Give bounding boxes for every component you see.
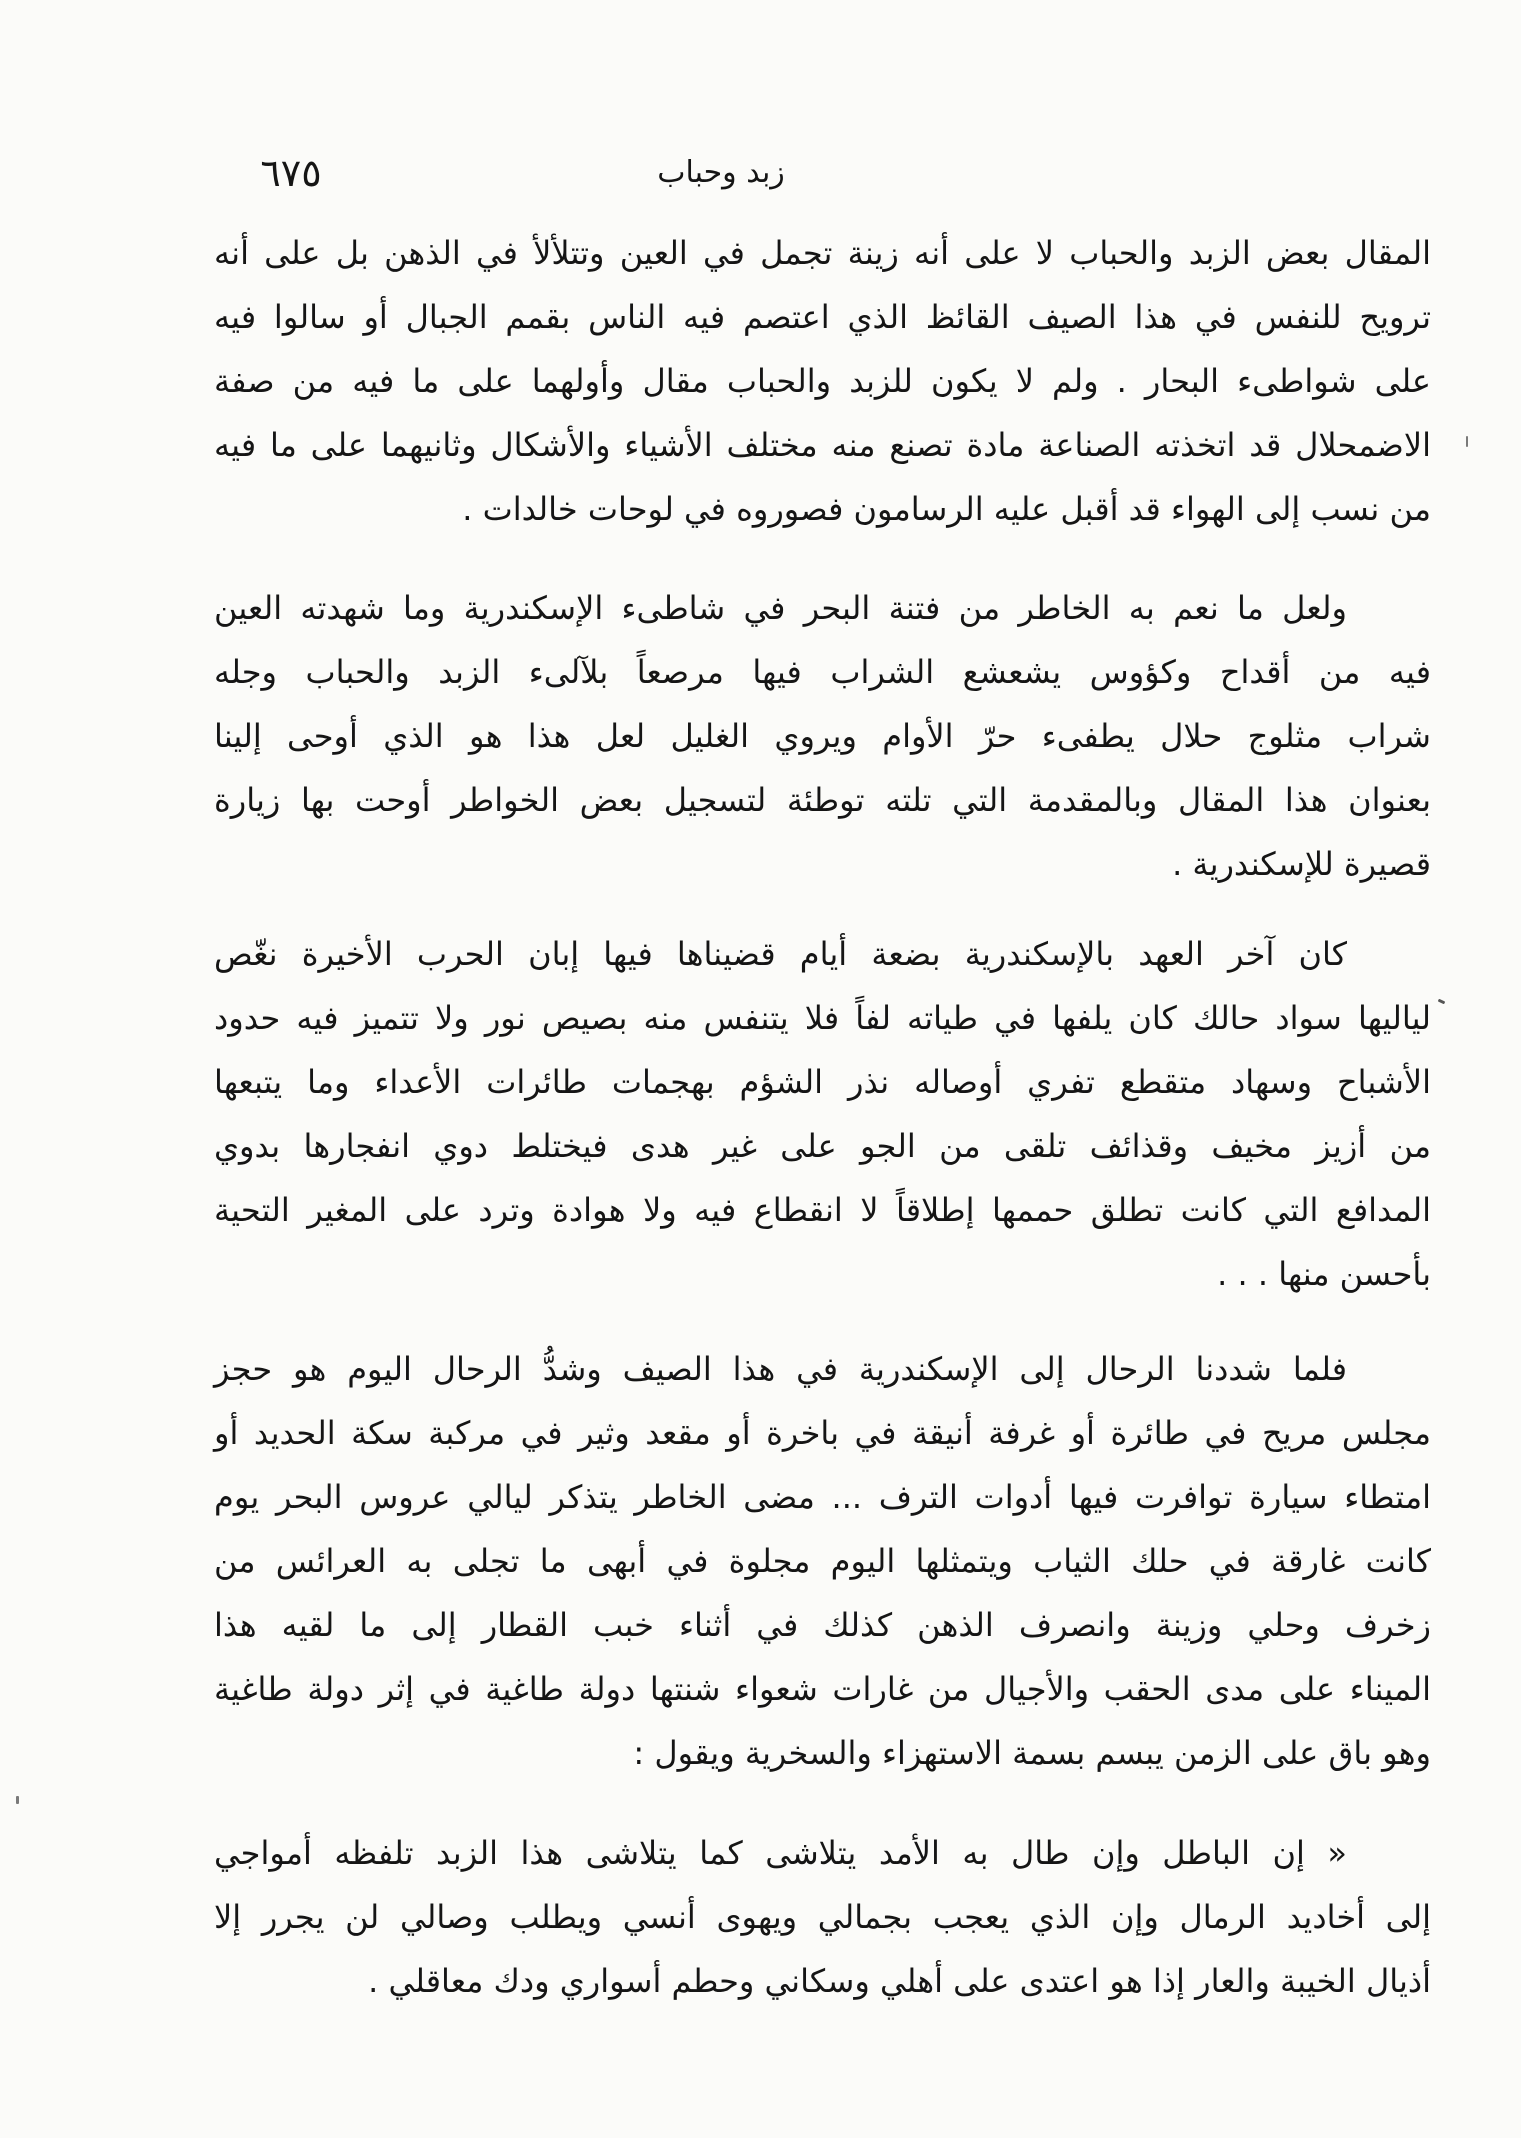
line-text: « إن الباطل وإن طال به الأمد يتلاشى كما يتلاشى هذا الزبد تلفظه أمواجي [214,1834,1347,1872]
text-line [214,1721,1431,1785]
scan-speck [1438,999,1446,1005]
line-text: ترويح للنفس في هذا الصيف القائظ الذي اعتصم فيه الناس بقمم الجبال أو سالوا فيه [214,298,1431,336]
scan-speck [1466,436,1468,447]
text-line [214,285,1431,349]
paragraph [214,1337,1431,1785]
text-line [214,349,1431,413]
text-line [214,576,1347,640]
line-text: بأحسن منها . . . [1217,1255,1431,1293]
text-line [214,1821,1347,1885]
line-text: المقال بعض الزبد والحباب لا على أنه زينة تجمل في العين وتتلألأ في الذهن بل على أنه [214,234,1431,272]
paragraph [214,576,1431,896]
text-line [214,1529,1431,1593]
text-line [214,1657,1431,1721]
body-text [214,221,1431,2013]
line-text: مجلس مريح في طائرة أو غرفة أنيقة في باخرة أو مقعد وثير في مركبة سكة الحديد أو [214,1414,1431,1452]
text-line [214,1401,1431,1465]
text-line [214,986,1431,1050]
text-line [214,413,1431,477]
text-line [214,1050,1431,1114]
line-text: ولعل ما نعم به الخاطر من فتنة البحر في شاطىء الإسكندرية وما شهدته العين [214,589,1347,627]
line-text: فيه من أقداح وكؤوس يشعشع الشراب فيها مرصعاً بلآلىء الزبد والحباب وجله [214,653,1431,691]
line-text: امتطاء سيارة توافرت فيها أدوات الترف ... مضى الخاطر يتذكر ليالي عروس البحر يوم [214,1478,1431,1516]
line-text: إلى أخاديد الرمال وإن الذي يعجب بجمالي ويهوى أنسي ويطلب وصالي لن يجرر إلا [214,1898,1431,1936]
text-line [214,922,1347,986]
line-text: لياليها سواد حالك كان يلفها في طياته لفاً فلا يتنفس منه بصيص نور ولا تتميز فيه حدود [214,999,1431,1037]
text-line [214,1114,1431,1178]
text-line [214,477,1431,541]
line-text: وهو باق على الزمن يبسم بسمة الاستهزاء والسخرية ويقول : [633,1734,1431,1772]
paragraph [214,221,1431,541]
line-text: قصيرة للإسكندرية . [1172,845,1431,883]
text-line [214,1885,1431,1949]
line-text: بعنوان هذا المقال وبالمقدمة التي تلته توطئة لتسجيل بعض الخواطر أوحت بها زيارة [214,781,1431,819]
line-text: فلما شددنا الرحال إلى الإسكندرية في هذا الصيف وشدُّ الرحال اليوم هو حجز [214,1350,1347,1388]
text-line [214,1593,1431,1657]
text-line [214,1465,1431,1529]
scan-speck [16,1796,19,1804]
text-line [214,704,1431,768]
line-text: أذيال الخيبة والعار إذا هو اعتدى على أهلي وسكاني وحطم أسواري ودك معاقلي . [368,1962,1431,2000]
paragraph [214,922,1431,1306]
line-text: على شواطىء البحار . ولم لا يكون للزبد والحباب مقال وأولهما على ما فيه من صفة [214,362,1431,400]
line-text: المدافع التي كانت تطلق حممها إطلاقاً لا انقطاع فيه ولا هوادة وترد على المغير التحية [214,1191,1431,1229]
line-text: زخرف وحلي وزينة وانصرف الذهن كذلك في أثناء خبب القطار إلى ما لقيه هذا [214,1606,1431,1644]
line-text: من أزيز مخيف وقذائف تلقى من الجو على غير هدى فيختلط دوي انفجارها بدوي [214,1127,1431,1165]
line-text: الميناء على مدى الحقب والأجيال من غارات شعواء شنتها دولة طاغية في إثر دولة طاغية [214,1670,1431,1708]
line-text: شراب مثلوج حلال يطفىء حرّ الأوام ويروي الغليل لعل هذا هو الذي أوحى إلينا [214,717,1431,755]
line-text: من نسب إلى الهواء قد أقبل عليه الرسامون فصوروه في لوحات خالدات . [462,490,1431,528]
text-line [214,221,1431,285]
quoted-paragraph [214,1821,1431,2013]
text-line [214,1949,1431,2013]
text-line [214,768,1431,832]
text-line [214,640,1431,704]
line-text: كانت غارقة في حلك الثياب ويتمثلها اليوم مجلوة في أبهى ما تجلى به العرائس من [214,1542,1431,1580]
line-text: كان آخر العهد بالإسكندرية بضعة أيام قضيناها فيها إبان الحرب الأخيرة نغّص [214,935,1347,973]
page-number: ٦٧٥ [260,151,322,195]
text-line [214,1242,1431,1306]
text-line [214,1178,1431,1242]
line-text: الأشباح وسهاد متقطع تفري أوصاله نذر الشؤم بهجمات طائرات الأعداء وما يتبعها [214,1063,1431,1101]
text-line [214,832,1431,896]
running-title: زبد وحباب [657,155,785,190]
line-text: الاضمحلال قد اتخذته الصناعة مادة تصنع منه مختلف الأشياء والأشكال وثانيهما على ما فيه [214,426,1431,464]
text-line [214,1337,1347,1401]
